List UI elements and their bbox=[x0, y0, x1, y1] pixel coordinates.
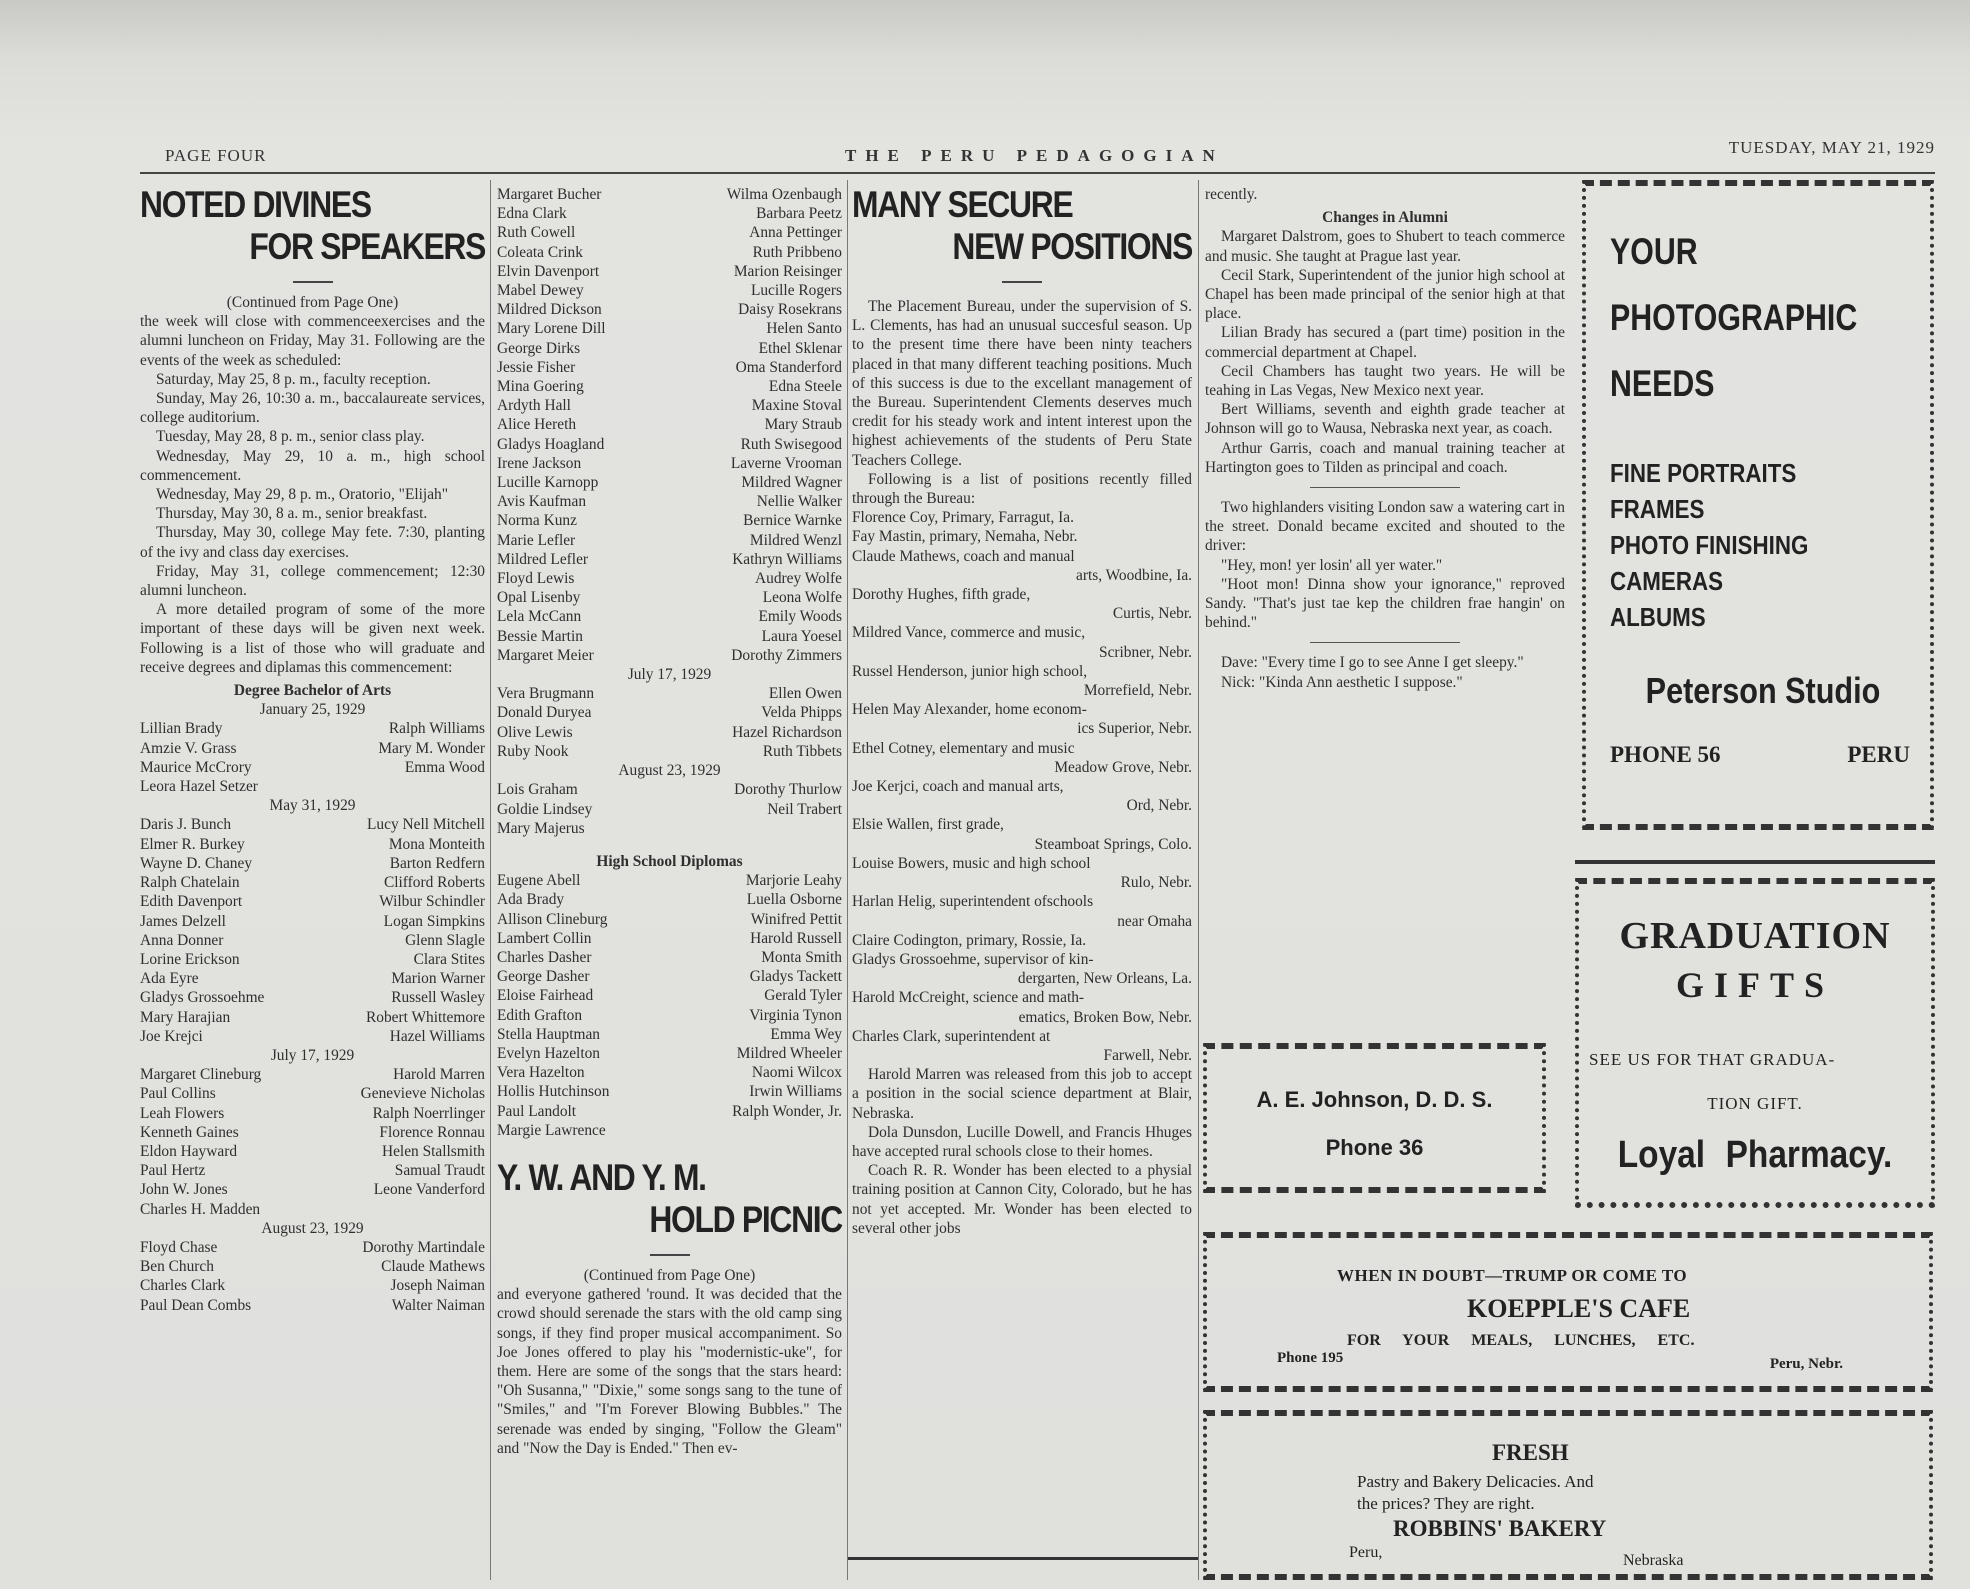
paragraph: Lilian Brady has secured a (part time) position in the commercial department at Chapel. bbox=[1205, 324, 1565, 361]
headline-line-1: MANY SECURE bbox=[852, 184, 1073, 225]
name-row: Paul Collins Genevieve Nicholas bbox=[140, 1085, 485, 1103]
name-row: Edith Davenport Wilbur Schindler bbox=[140, 893, 485, 911]
position-entry: Harlan Helig, superintendent ofschools bbox=[852, 893, 1094, 911]
degree-heading: Degree Bachelor of Arts bbox=[233, 682, 392, 700]
name-row: Elvin Davenport Marion Reisinger bbox=[497, 262, 842, 280]
name-row: Eloise Fairhead Gerald Tyler bbox=[497, 987, 842, 1005]
ad-item: FINE PORTRAITS bbox=[1610, 458, 1797, 488]
continued-note: (Continued from Page One) bbox=[226, 294, 399, 311]
alumni-and-jokes bbox=[1205, 185, 1565, 692]
paragraph: Bert Williams, seventh and eighth grade teacher at Johnson will go to Wausa, Nebraska next year, as coach. bbox=[1205, 401, 1565, 438]
position-location: dergarten, New Orleans, La. bbox=[1017, 970, 1192, 988]
position-entry: Elsie Wallen, first grade, bbox=[852, 816, 1004, 834]
name-row: Stella Hauptman Emma Wey bbox=[497, 1025, 842, 1043]
paragraph: Arthur Garris, coach and manual training teacher at Hartington goes to Tilden as principal and coach. bbox=[1205, 439, 1565, 476]
joke-paragraph: Nick: "Kinda Ann aesthetic I suppose." bbox=[1221, 673, 1463, 691]
position-location: arts, Woodbine, Ia. bbox=[1075, 566, 1192, 584]
paragraph: Cecil Chambers has taught two years. He will be teahing in Las Vegas, New Mexico next year. bbox=[1205, 362, 1565, 400]
picnic-headline-2: HOLD PICNIC bbox=[649, 1198, 842, 1240]
divider bbox=[1310, 487, 1460, 488]
event-item: Thursday, May 30, 8 a. m., senior breakfast. bbox=[156, 505, 428, 523]
event-item: Friday, May 31, college commencement; 12:30 alumni luncheon. bbox=[140, 562, 485, 600]
ad-town: Nebraska bbox=[1623, 1552, 1684, 1569]
name-row: George Dirks Ethel Sklenar bbox=[497, 339, 842, 357]
date-heading: January 25, 1929 bbox=[259, 701, 366, 719]
paragraph: A more detailed program of some of the more important of these days will be given next week. Following is a list of those who will graduate and receive degrees and diplamas this commencement: bbox=[140, 601, 485, 676]
paragraph: the week will close with commenceexercises and the alumni luncheon on Friday, May 31. Following are the events of the week as scheduled: bbox=[140, 313, 485, 369]
paragraph: Harold Marren was released from this job to accept a position in the social science department at Blair, Nebraska. bbox=[852, 1066, 1192, 1122]
ad-phone-row bbox=[1610, 742, 1916, 768]
spacer bbox=[497, 1140, 842, 1158]
name-row: Leora Hazel Setzer bbox=[140, 778, 258, 796]
name-row: Eugene Abell Marjorie Leahy bbox=[497, 872, 842, 890]
name-row: Edna Clark Barbara Peetz bbox=[497, 205, 842, 223]
article-noted-divines bbox=[140, 185, 485, 1315]
date-heading: May 31, 1929 bbox=[269, 797, 356, 815]
name-row: Floyd Lewis Audrey Wolfe bbox=[497, 570, 842, 588]
name-row: Edith Grafton Virginia Tynon bbox=[497, 1006, 842, 1024]
name-row: James Delzell Logan Simpkins bbox=[140, 912, 485, 930]
name-row: Alice Hereth Mary Straub bbox=[497, 416, 842, 434]
name-row: Wayne D. Chaney Barton Redfern bbox=[140, 854, 485, 872]
headline-line-1: NOTED DIVINES bbox=[140, 184, 371, 225]
name-row: Allison Clineburg Winifred Pettit bbox=[497, 910, 842, 928]
name-row: Goldie Lindsey Neil Trabert bbox=[497, 800, 842, 818]
masthead-rule bbox=[140, 172, 1935, 174]
paragraph: Dola Dunsdon, Lucille Dowell, and Francis Hhuges have accepted rural schools close to their homes. bbox=[852, 1123, 1192, 1160]
position-location: ics Superior, Nebr. bbox=[1077, 720, 1192, 738]
joke-paragraph: Two highlanders visiting London saw a watering cart in the street. Donald became excited and shouted to the driver: bbox=[1205, 499, 1565, 555]
name-row: Leah Flowers Ralph Noerrlinger bbox=[140, 1104, 485, 1122]
name-row: John W. Jones Leone Vanderford bbox=[140, 1181, 485, 1199]
position-entry: Charles Clark, superintendent at bbox=[852, 1027, 1051, 1045]
name-row: Irene Jackson Laverne Vrooman bbox=[497, 454, 842, 472]
name-row: Gladys Grossoehme Russell Wasley bbox=[140, 989, 485, 1007]
name-row: Ada Eyre Marion Warner bbox=[140, 970, 485, 988]
spacer bbox=[497, 838, 842, 848]
name-row: Avis Kaufman Nellie Walker bbox=[497, 493, 842, 511]
paragraph: Margaret Dalstrom, goes to Shubert to teach commerce and music. She taught at Prague last year. bbox=[1205, 228, 1565, 265]
name-list bbox=[497, 871, 842, 1121]
diploma-heading: High School Diplomas bbox=[596, 852, 743, 870]
name-row: Amzie V. Grass Mary M. Wonder bbox=[140, 739, 485, 757]
joke-paragraph: "Hoot mon! Dinna show your ignorance," reproved Sandy. "That's just tae kep the children frae hangin' on behind." bbox=[1205, 575, 1565, 632]
position-location: Morrefield, Nebr. bbox=[1083, 682, 1192, 700]
event-item: Saturday, May 25, 8 p. m., faculty reception. bbox=[156, 370, 431, 388]
ad-item-list bbox=[1610, 455, 1873, 635]
name-row: Floyd Chase Dorothy Martindale bbox=[140, 1238, 485, 1256]
position-entry: Fay Mastin, primary, Nemaha, Nebr. bbox=[852, 528, 1078, 546]
position-location: Farwell, Nebr. bbox=[1103, 1046, 1192, 1064]
ad-town: Peru, Nebr. bbox=[1769, 1356, 1843, 1372]
name-row: Ada Brady Luella Osborne bbox=[497, 891, 842, 909]
alumni-heading: Changes in Alumni bbox=[1322, 209, 1448, 227]
name-list bbox=[497, 684, 842, 761]
column-rule bbox=[1198, 180, 1199, 1580]
continued-note: (Continued from Page One) bbox=[583, 1266, 756, 1284]
name-row: Evelyn Hazelton Mildred Wheeler bbox=[497, 1044, 842, 1062]
position-entry: Dorothy Hughes, fifth grade, bbox=[852, 586, 1031, 604]
paragraph: Coach R. R. Wonder has been elected to a physial training position at Cannon City, Colorado, but he has not yet accepted. Mr. Wonder has been elected to several other jobs bbox=[852, 1162, 1192, 1237]
ad-robbins-bakery bbox=[1203, 1410, 1933, 1580]
issue-date: TUESDAY, MAY 21, 1929 bbox=[1728, 138, 1935, 157]
ad-koepples-cafe bbox=[1203, 1232, 1933, 1392]
name-row: Coleata Crink Ruth Pribbeno bbox=[497, 243, 842, 261]
name-row: Mina Goering Edna Steele bbox=[497, 378, 842, 396]
position-location: Meadow Grove, Nebr. bbox=[1054, 758, 1192, 776]
ad-town: PERU bbox=[1847, 742, 1910, 767]
ad-item: PHOTO FINISHING bbox=[1610, 530, 1809, 560]
ad-line: SEE US FOR THAT GRADUA- bbox=[1589, 1050, 1836, 1069]
date-heading: July 17, 1929 bbox=[270, 1046, 355, 1064]
ad-line: YOUR bbox=[1610, 231, 1698, 272]
position-location: Rulo, Nebr. bbox=[1120, 874, 1192, 892]
ad-item: CAMERAS bbox=[1610, 566, 1724, 596]
studio-name: Peterson Studio bbox=[1645, 670, 1881, 711]
name-row: Donald Duryea Velda Phipps bbox=[497, 704, 842, 722]
position-entry: Florence Coy, Primary, Farragut, Ia. bbox=[852, 509, 1074, 527]
position-location: Curtis, Nebr. bbox=[1112, 605, 1192, 623]
date-heading: August 23, 1929 bbox=[618, 762, 721, 780]
position-location: Steamboat Springs, Colo. bbox=[1034, 835, 1192, 853]
headline-line-2: FOR SPEAKERS bbox=[249, 226, 485, 267]
ad-town: Peru, bbox=[1349, 1544, 1383, 1561]
name-row: Mildred Dickson Daisy Rosekrans bbox=[497, 301, 842, 319]
name-row: Mary Majerus bbox=[497, 819, 585, 837]
date-heading: July 17, 1929 bbox=[627, 666, 712, 684]
name-row: Ardyth Hall Maxine Stoval bbox=[497, 397, 842, 415]
position-entry: Joe Kerjci, coach and manual arts, bbox=[852, 778, 1064, 796]
name-row: Charles H. Madden bbox=[140, 1200, 261, 1218]
name-row: Anna Donner Glenn Slagle bbox=[140, 931, 485, 949]
position-location: near Omaha bbox=[1117, 912, 1192, 930]
bakery-name: ROBBINS' BAKERY bbox=[1393, 1516, 1607, 1541]
name-row: Margie Lawrence bbox=[497, 1121, 606, 1139]
page-number: PAGE FOUR bbox=[165, 146, 267, 165]
divider bbox=[1002, 281, 1042, 283]
divider bbox=[1310, 642, 1460, 643]
name-row: Eldon Hayward Helen Stallsmith bbox=[140, 1142, 485, 1160]
pharmacy-name: Loyal Pharmacy. bbox=[1617, 1134, 1893, 1176]
cafe-name: KOEPPLE'S CAFE bbox=[1467, 1294, 1691, 1323]
event-item: Wednesday, May 29, 10 a. m., high school commencement. bbox=[140, 447, 485, 484]
position-location: Scribner, Nebr. bbox=[1099, 643, 1192, 661]
joke-paragraph: Dave: "Every time I go to see Anne I get sleepy." bbox=[1221, 654, 1524, 672]
name-row: Jessie Fisher Oma Standerford bbox=[497, 358, 842, 376]
name-row: Charles Clark Joseph Naiman bbox=[140, 1277, 485, 1295]
name-row: Margaret Meier Dorothy Zimmers bbox=[497, 646, 842, 664]
name-row: Mabel Dewey Lucille Rogers bbox=[497, 282, 842, 300]
divider bbox=[650, 1254, 690, 1256]
ad-item: FRAMES bbox=[1610, 494, 1705, 524]
ad-line: the prices? They are right. bbox=[1357, 1494, 1535, 1513]
name-row: Margaret Clineburg Harold Marren bbox=[140, 1066, 485, 1084]
name-row: Kenneth Gaines Florence Ronnau bbox=[140, 1123, 485, 1141]
ad-line: WHEN IN DOUBT—TRUMP OR COME TO bbox=[1337, 1266, 1688, 1285]
paragraph: The Placement Bureau, under the supervision of S. L. Clements, has had an unusual succesful season. Up to the present time there have been ninty teachers placed in that many different teaching positions. Much of this success is due to the excellant management of the Bureau. Superintendent Clements deserves much credit for his steady work and intent interest upon the highest achievements of the students of Peru State Teachers College. bbox=[852, 298, 1192, 469]
column-end-rule bbox=[848, 1557, 1198, 1560]
ad-peterson-studio bbox=[1582, 180, 1934, 830]
position-entry: Gladys Grossoehme, supervisor of kin- bbox=[852, 950, 1094, 968]
continued-text: recently. bbox=[1205, 186, 1258, 203]
position-location: Ord, Nebr. bbox=[1126, 797, 1192, 815]
ad-loyal-pharmacy bbox=[1575, 878, 1935, 1208]
name-row: Lela McCann Emily Woods bbox=[497, 608, 842, 626]
name-row: Mary Harajian Robert Whittemore bbox=[140, 1008, 485, 1026]
position-list bbox=[852, 508, 1192, 1065]
event-item: Tuesday, May 28, 8 p. m., senior class play. bbox=[156, 428, 425, 446]
name-row: Hollis Hutchinson Irwin Williams bbox=[497, 1083, 842, 1101]
ad-line: TION GIFT. bbox=[1707, 1094, 1803, 1113]
position-entry: Russel Henderson, junior high school, bbox=[852, 662, 1088, 680]
name-list bbox=[497, 185, 842, 665]
position-entry: Helen May Alexander, home econom- bbox=[852, 701, 1087, 719]
name-row: Mary Lorene Dill Helen Santo bbox=[497, 320, 842, 338]
name-row: Ralph Chatelain Clifford Roberts bbox=[140, 874, 485, 892]
ad-line: Pastry and Bakery Delicacies. And bbox=[1357, 1472, 1594, 1491]
divider bbox=[293, 281, 333, 283]
ad-line: PHOTOGRAPHIC bbox=[1610, 297, 1858, 338]
name-row: George Dasher Gladys Tackett bbox=[497, 968, 842, 986]
ad-line: NEEDS bbox=[1610, 363, 1715, 404]
name-row: Ben Church Claude Mathews bbox=[140, 1258, 485, 1276]
name-row: Mildred Lefler Kathryn Williams bbox=[497, 550, 842, 568]
name-row: Gladys Hoagland Ruth Swisegood bbox=[497, 435, 842, 453]
picnic-headline-1: Y. W. AND Y. M. bbox=[497, 1156, 706, 1198]
position-entry: Mildred Vance, commerce and music, bbox=[852, 624, 1086, 642]
column-rule bbox=[490, 180, 491, 1580]
name-row: Paul Dean Combs Walter Naiman bbox=[140, 1296, 485, 1314]
graduate-list-continued bbox=[497, 185, 842, 1458]
name-row: Ruby Nook Ruth Tibbets bbox=[497, 742, 842, 760]
ad-phone: Phone 195 bbox=[1277, 1350, 1344, 1366]
position-entry: Claire Codington, primary, Rossie, Ia. bbox=[852, 931, 1087, 949]
position-entry: Ethel Cotney, elementary and music bbox=[852, 739, 1075, 757]
ad-line: FRESH bbox=[1492, 1440, 1569, 1465]
name-row: Elmer R. Burkey Mona Monteith bbox=[140, 835, 485, 853]
paragraph: Following is a list of positions recently filled through the Bureau: bbox=[852, 470, 1192, 508]
name-row: Lois Graham Dorothy Thurlow bbox=[497, 781, 842, 799]
headline-line-2: NEW POSITIONS bbox=[952, 226, 1192, 267]
ad-line: GRADUATION bbox=[1619, 915, 1891, 957]
position-entry: Harold McCreight, science and math- bbox=[852, 989, 1085, 1007]
name-row: Olive Lewis Hazel Richardson bbox=[497, 723, 842, 741]
event-item: Sunday, May 26, 10:30 a. m., baccalaureate services, college auditorium. bbox=[140, 390, 485, 427]
name-row: Joe Krejci Hazel Williams bbox=[140, 1027, 485, 1045]
name-row: Paul Landolt Ralph Wonder, Jr. bbox=[497, 1102, 842, 1120]
name-row: Lambert Collin Harold Russell bbox=[497, 929, 842, 947]
position-location: ematics, Broken Bow, Nebr. bbox=[1018, 1008, 1192, 1026]
masthead bbox=[165, 140, 1935, 176]
position-entry: Claude Mathews, coach and manual bbox=[852, 547, 1075, 565]
dentist-phone: Phone 36 bbox=[1325, 1135, 1424, 1160]
name-row: Daris J. Bunch Lucy Nell Mitchell bbox=[140, 816, 485, 834]
position-entry: Louise Bowers, music and high school bbox=[852, 854, 1091, 872]
ad-item: ALBUMS bbox=[1610, 602, 1706, 632]
name-row: Vera Brugmann Ellen Owen bbox=[497, 685, 842, 703]
name-row: Lorine Erickson Clara Stites bbox=[140, 950, 485, 968]
ad-line: GIFTS bbox=[1675, 965, 1835, 1005]
name-row: Lillian Brady Ralph Williams bbox=[140, 720, 485, 738]
name-row: Maurice McCrory Emma Wood bbox=[140, 758, 485, 776]
name-row: Margaret Bucher Wilma Ozenbaugh bbox=[497, 186, 842, 203]
event-item: Wednesday, May 29, 8 p. m., Oratorio, "Elijah" bbox=[156, 486, 448, 504]
paragraph: Cecil Stark, Superintendent of the junior high school at Chapel has been made principal of the senior high at that place. bbox=[1205, 266, 1565, 323]
name-list bbox=[497, 780, 842, 818]
name-row: Marie Lefler Mildred Wenzl bbox=[497, 531, 842, 549]
column-rule bbox=[847, 180, 848, 1580]
dentist-name: A. E. Johnson, D. D. S. bbox=[1256, 1087, 1493, 1112]
ad-line: FOR YOUR MEALS, LUNCHES, ETC. bbox=[1347, 1332, 1695, 1349]
paragraph: and everyone gathered 'round. It was decided that the crowd should serenade the stars with the old camp sing songs, if they find proper musical accompaniment. So Joe Jones offered to play his "modernistic-uke", for them. Here are some of the songs that the stars heard: "Oh Susanna," "Dixie," some songs sang to the tune of "Smiles," and "I'm Forever Blowing Bubbles." The serenade was ended by singing, "Follow the Gleam" and "Now the Day is Ended." Then ev- bbox=[497, 1286, 842, 1457]
ad-phone: PHONE 56 bbox=[1610, 742, 1721, 767]
name-row: Charles Dasher Monta Smith bbox=[497, 948, 842, 966]
name-row: Norma Kunz Bernice Warnke bbox=[497, 512, 842, 530]
name-row: Lucille Karnopp Mildred Wagner bbox=[497, 474, 842, 492]
name-row: Vera Hazelton Naomi Wilcox bbox=[497, 1064, 842, 1082]
joke-paragraph: "Hey, mon! yer losin' all yer water." bbox=[1221, 556, 1443, 574]
name-row: Opal Lisenby Leona Wolfe bbox=[497, 589, 842, 607]
name-row: Bessie Martin Laura Yoesel bbox=[497, 627, 842, 645]
name-row: Ruth Cowell Anna Pettinger bbox=[497, 224, 842, 242]
ad-dentist bbox=[1203, 1043, 1546, 1193]
date-heading: August 23, 1929 bbox=[261, 1219, 364, 1237]
ad-separator bbox=[1575, 860, 1935, 864]
article-many-secure bbox=[852, 185, 1192, 1238]
paper-title: THE PERU PEDAGOGIAN bbox=[845, 146, 1224, 165]
event-item: Thursday, May 30, college May fete. 7:30, planting of the ivy and class day exercises. bbox=[140, 524, 485, 561]
name-row: Paul Hertz Samual Traudt bbox=[140, 1162, 485, 1180]
